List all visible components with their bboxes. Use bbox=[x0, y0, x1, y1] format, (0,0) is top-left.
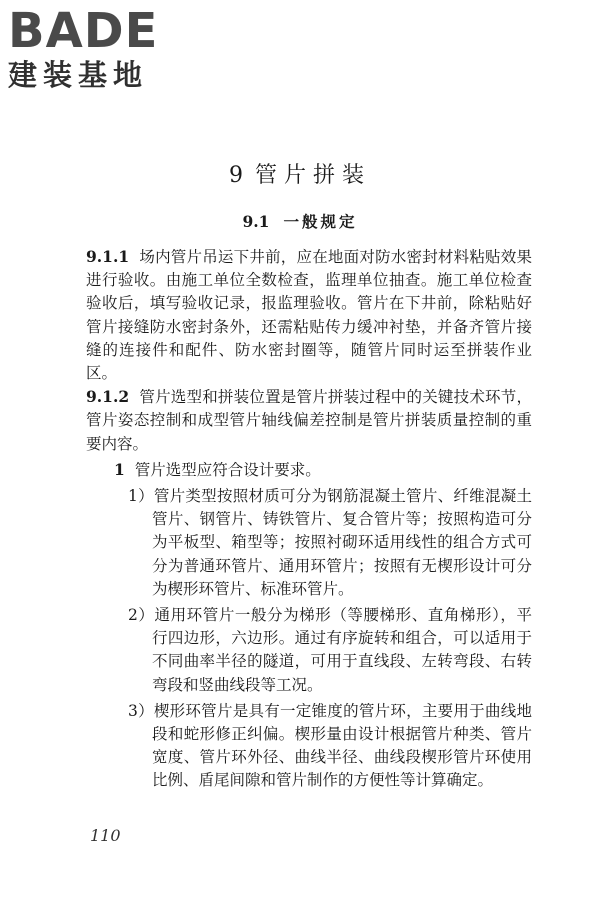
chapter-title: 管片拼装 bbox=[254, 163, 371, 188]
subitem-number: 2） bbox=[128, 606, 155, 625]
subitem-text: 通用环管片一般分为梯形（等腰梯形、直角梯形），平行四边形，六边形。通过有序旋转和组合，可以适用于不同曲率半径的隧道，可用于直线段、左转弯段、右转弯段和竖曲线段等工况。 bbox=[152, 606, 532, 694]
clause-text: 管片选型和拼装位置是管片拼装过程中的关键技术环节，管片姿态控制和成型管片轴线偏差控制是管片拼装质量控制的重要内容。 bbox=[86, 388, 532, 453]
clause-number: 9.1.2 bbox=[86, 387, 130, 407]
clause-9-1-1 bbox=[86, 245, 532, 385]
logo bbox=[8, 3, 178, 92]
logo-wordmark: BADE bbox=[8, 3, 159, 59]
item-number: 1 bbox=[114, 459, 125, 479]
page-number: 110 bbox=[90, 826, 121, 845]
clause-text: 场内管片吊运下井前，应在地面对防水密封材料粘贴效果进行验收。由施工单位全数检查，监理单位抽查。施工单位检查验收后，填写验收记录，报监理验收。管片在下井前，除粘贴好管片接缝防水密封条外，还需粘贴传力缓冲衬垫，并备齐管片接缝的连接件和配件、防水密封圈等，随管片同时运至拼装作业区。 bbox=[86, 248, 532, 383]
section-number: 9.1 bbox=[242, 212, 270, 231]
clause-number: 9.1.1 bbox=[86, 247, 130, 266]
item-text: 管片选型应符合设计要求。 bbox=[134, 460, 321, 479]
subitem-text: 楔形环管片是具有一定锥度的管片环，主要用于曲线地段和蛇形修正纠偏。楔形量由设计根据管片种类、管片宽度、管片环外径、曲线半径、曲线段楔形管片环使用比例、盾尾间隙和管片制作的方便性等计算确定。 bbox=[152, 701, 532, 790]
section-heading bbox=[0, 210, 600, 232]
chapter-heading bbox=[0, 158, 600, 189]
page-body bbox=[86, 245, 532, 793]
subitem-number: 3） bbox=[128, 701, 154, 720]
subitem-3 bbox=[128, 700, 532, 793]
chapter-number: 9 bbox=[228, 163, 243, 188]
subitem-text: 管片类型按照材质可分为钢筋混凝土管片、纤维混凝土管片、钢管片、铸铁管片、复合管片等；按照构造可分为平板型、箱型等；按照衬砌环适用线性的组合方式可分为普通环管片、通用环管片；按照有无楔形设计可分为楔形环管片、标准环管片。 bbox=[152, 487, 532, 598]
logo-subtitle: 建装基地 bbox=[8, 58, 149, 92]
subitem-2 bbox=[128, 604, 532, 697]
section-title: 一般规定 bbox=[283, 212, 358, 231]
clause-9-1-2 bbox=[86, 385, 532, 456]
subitem-1 bbox=[128, 485, 532, 601]
subitem-number: 1） bbox=[128, 487, 154, 506]
item-1 bbox=[114, 458, 532, 482]
